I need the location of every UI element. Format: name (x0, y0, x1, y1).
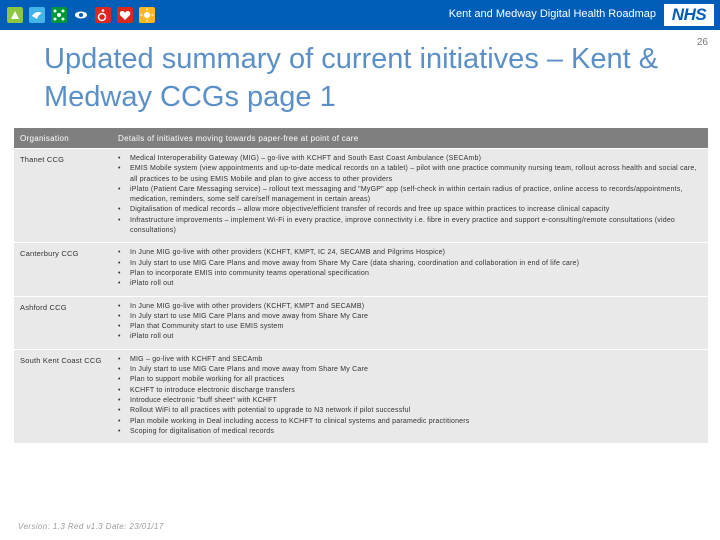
initiative-item: • Rollout WiFi to all practices with potential to upgrade to N3 network if pilot successful (118, 406, 698, 416)
organisation-cell: Thanet CCG (20, 155, 65, 164)
initiative-item: • EMIS Mobile system (view appointments and up-to-date medical records on a tablet) – pilot with one practice community nursing team, rollout across health and social care, all practices to be using EMIS Mobile and plan to give access to other providers (118, 164, 698, 185)
initiative-item: • Plan to incorporate EMIS into community teams operational specification (118, 269, 698, 279)
heart-icon (116, 6, 134, 24)
initiative-item: • Scoping for digitalisation of medical records (118, 427, 698, 437)
wheelchair-icon (94, 6, 112, 24)
initiative-item: • In July start to use MIG Care Plans and move away from Share My Care (118, 365, 698, 375)
column-header-organisation: Organisation (20, 133, 69, 143)
details-cell (112, 149, 708, 242)
initiative-item: • In June MIG go-live with other providers (KCHFT, KMPT, IC 24, SECAMB and Pilgrims Hospice) (118, 248, 698, 258)
network-icon (50, 6, 68, 24)
initiative-list (118, 154, 698, 236)
organisation-cell: South Kent Coast CCG (20, 355, 102, 365)
icon-strip (6, 6, 156, 24)
nhs-logo-text: NHS (671, 5, 707, 24)
initiative-item: • Plan mobile working in Deal including access to KCHFT to clinical systems and paramedic practitioners (118, 417, 698, 427)
initiative-list (118, 355, 698, 437)
details-cell (112, 243, 708, 295)
table-row (14, 350, 708, 444)
table-row (14, 297, 708, 350)
initiative-item: • Digitalisation of medical records – allow more objective/efficient transfer of records and free up space within practices to increase clinical capacity (118, 205, 698, 215)
building-icon (6, 6, 24, 24)
initiative-item: • Plan to support mobile working for all practices (118, 375, 698, 385)
initiative-item: • Medical Interoperability Gateway (MIG) – go-live with KCHFT and South East Coast Ambulance (SECAmb) (118, 154, 698, 164)
initiative-item: • In July start to use MIG Care Plans and move away from Share My Care (data sharing, coordination and collaboration in end of life care) (118, 259, 698, 269)
initiative-list (118, 248, 698, 289)
initiative-item: • Plan that Community start to use EMIS system (118, 322, 698, 332)
version-footer: Version: 1.3 Red v1.3 Date: 23/01/17 (18, 522, 164, 531)
organisation-cell: Canterbury CCG (20, 249, 79, 259)
initiative-item: • In June MIG go-live with other providers (KCHFT, KMPT and SECAMB) (118, 302, 698, 312)
initiatives-table (14, 128, 708, 444)
column-header-details: Details of initiatives moving towards paper-free at point of care (118, 133, 359, 143)
initiative-item: • Introduce electronic "buff sheet" with KCHFT (118, 396, 698, 406)
sun-icon (138, 6, 156, 24)
initiative-list (118, 302, 698, 343)
bird-icon (28, 6, 46, 24)
initiative-item: • iPlato (Patient Care Messaging service) – rollout text messaging and "MyGP" app (self-check in within certain radius of practice, online access to records/appointments, medication, reminders, some self care/self management in certain areas) (118, 185, 698, 206)
initiative-item: • MIG – go-live with KCHFT and SECAmb (118, 355, 698, 365)
initiative-item: • In July start to use MIG Care Plans and move away from Share My Care (118, 312, 698, 322)
initiative-item: • Infrastructure improvements – implement Wi-Fi in every practice, improve connectivity i.e. fibre in every practice and support e-consulting/remote consultations (video consultations) (118, 216, 698, 237)
eye-icon (72, 6, 90, 24)
page-number: 26 (696, 37, 708, 48)
header-bar (0, 0, 720, 30)
details-cell (112, 350, 708, 443)
organisation-cell: Ashford CCG (20, 302, 67, 312)
table-header-row (14, 128, 708, 149)
roadmap-label: Kent and Medway Digital Health Roadmap (448, 8, 656, 20)
nhs-logo (664, 4, 714, 26)
initiative-item: • KCHFT to introduce electronic discharge transfers (118, 386, 698, 396)
table-row (14, 149, 708, 243)
initiative-item: • iPlato roll out (118, 332, 698, 342)
initiative-item: • iPlato roll out (118, 279, 698, 289)
page-title: Updated summary of current initiatives – Kent & Medway CCGs page 1 (44, 43, 659, 113)
details-cell (112, 297, 708, 349)
table-row (14, 243, 708, 296)
